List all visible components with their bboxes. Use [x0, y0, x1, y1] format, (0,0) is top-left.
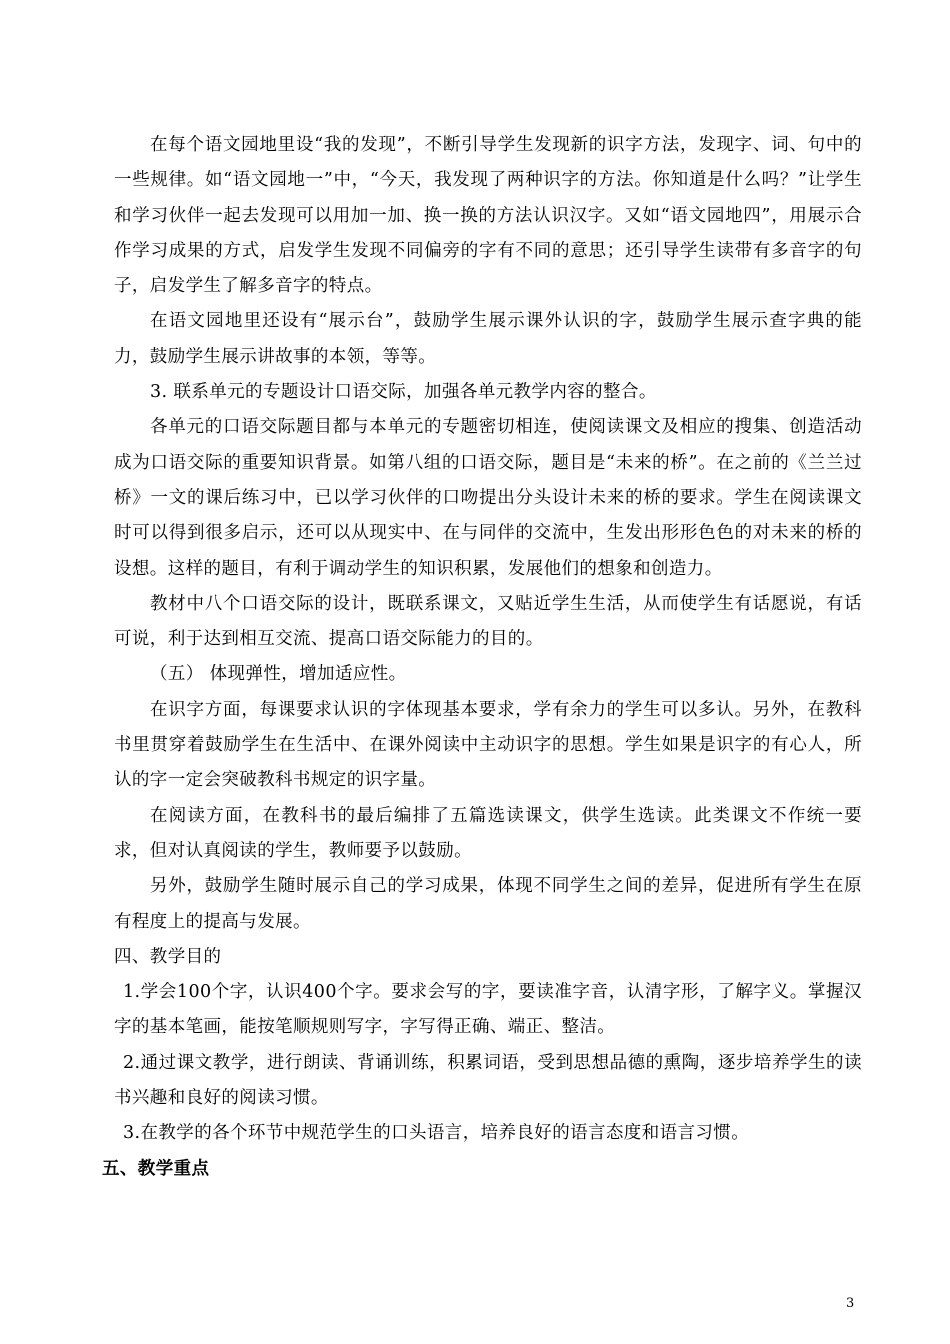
paragraph-oral-communication-topics: 各单元的口语交际题目都与本单元的专题密切相连，使阅读课文及相应的搜集、创造活动成为口语交际的重要知识背景。如第八组的口语交际，题目是“未来的桥”。在之前的《兰兰过桥》一文的课后练习中，已以学习伙伴的口吻提出分头设计未来的桥的要求。学生在阅读课文时可以得到很多启示，还可以从现实中、在与同伴的交流中，生发出形形色色的对未来的桥的设想。这样的题目，有利于调动学生的知识积累，发展他们的想象和创造力。: [114, 417, 862, 579]
paragraph-oral-communication-design: 教材中八个口语交际的设计，既联系课文，又贴近学生生活，从而使学生有话愿说，有话可说，利于达到相互交流、提高口语交际能力的目的。: [114, 593, 862, 650]
document-body: [102, 128, 862, 1187]
section-heading-teaching-goals: 四、教学目的: [114, 946, 222, 967]
section-heading-flexibility: （五） 体现弹性，增加适应性。: [150, 664, 407, 685]
paragraph-literacy-flexibility: 在识字方面，每课要求认识的字体现基本要求，学有余力的学生可以多认。另外，在教科书里贯穿着鼓励学生在生活中、在课外阅读中主动识字的思想。学生如果是识字的有心人，所认的字一定会突破教科书规定的识字量。: [114, 699, 862, 791]
paragraph-reading-flexibility: 在阅读方面，在教科书的最后编排了五篇选读课文，供学生选读。此类课文不作统一要求，但对认真阅读的学生，教师要予以鼓励。: [114, 805, 862, 861]
paragraph-oral-communication-heading: 3. 联系单元的专题设计口语交际，加强各单元教学内容的整合。: [150, 382, 657, 403]
paragraph-showcase: 在语文园地里还设有“展示台”，鼓励学生展示课外认识的字，鼓励学生展示查字典的能力，鼓励学生展示讲故事的本领，等等。: [114, 311, 862, 367]
goal-item-1: 1.学会100个字，认识400个字。要求会写的字，要读准字音，认清字形，了解字义。掌握汉字的基本笔画，能按笔顺规则写字，字写得正确、端正、整洁。: [114, 982, 862, 1038]
page-number: 3: [846, 1296, 855, 1311]
paragraph-showcase-results: 另外，鼓励学生随时展示自己的学习成果，体现不同学生之间的差异，促进所有学生在原有程度上的提高与发展。: [114, 876, 862, 932]
goal-item-3: 3.在教学的各个环节中规范学生的口头语言，培养良好的语言态度和语言习惯。: [123, 1123, 750, 1144]
paragraph-my-discovery: 在每个语文园地里设“我的发现”，不断引导学生发现新的识字方法，发现字、词、句中的一些规律。如“语文园地一”中，“今天，我发现了两种识字的方法。你知道是什么吗？”让学生和学习伙伴一起去发现可以用加一加、换一换的方法认识汉字。又如“语文园地四”，用展示合作学习成果的方式，启发学生发现不同偏旁的字有不同的意思；还引导学生读带有多音字的句子，启发学生了解多音字的特点。: [114, 135, 862, 297]
section-heading-teaching-focus: 五、教学重点: [102, 1158, 210, 1179]
goal-item-2: 2.通过课文教学，进行朗读、背诵训练，积累词语，受到思想品德的熏陶，逐步培养学生的读书兴趣和良好的阅读习惯。: [114, 1052, 862, 1109]
